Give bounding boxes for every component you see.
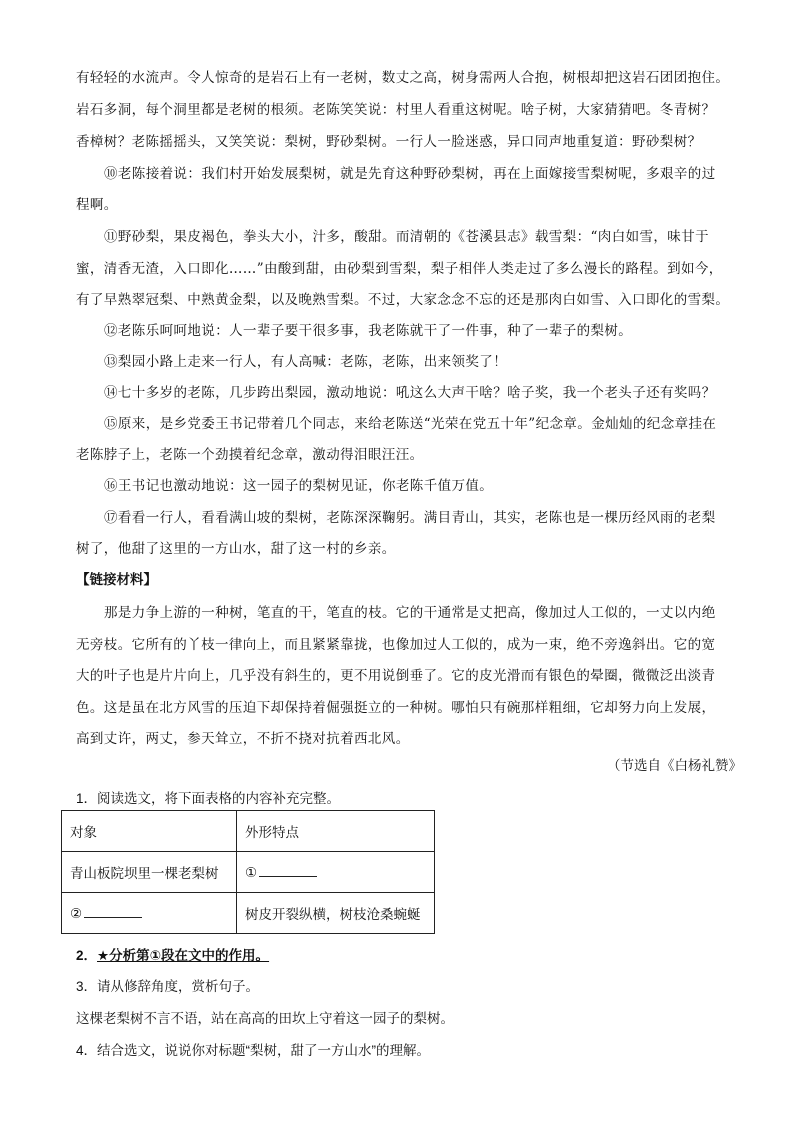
question-2-text: ★分析第①段在文中的作用。 xyxy=(97,948,270,963)
answer-table xyxy=(61,810,435,934)
passage-line-2: 岩石多洞，每个洞里都是老树的根须。老陈笑笑说：村里人看重这树呢。啥子树，大家猜猜吧。冬青树？ xyxy=(76,102,716,118)
question-3: 3．请从修辞角度，赏析句子。 xyxy=(76,979,260,994)
paragraph-17-line-2: 树了，他甜了这里的一方山水，甜了这一村的乡亲。 xyxy=(76,541,396,557)
source-citation: （节选自《白杨礼赞》 xyxy=(607,758,742,773)
fill-blank-line xyxy=(84,905,142,918)
paragraph-14: ⑭七十多岁的老陈，几步跨出梨园，激动地说：吼这么大声干啥？啥子奖，我一个老头子还有奖吗？ xyxy=(104,385,716,401)
table-header-features: 外形特点 xyxy=(237,811,435,852)
passage-line-3: 香樟树？老陈摇摇头，又笑笑说：梨树，野砂梨树。一行人一脸迷惑，异口同声地重复道：野砂梨树？ xyxy=(76,134,702,150)
table-cell-features-2: 树皮开裂纵横，树枝沧桑蜿蜒 xyxy=(237,893,435,934)
paragraph-11-line-3: 有了早熟翠冠梨、中熟黄金梨，以及晚熟雪梨。不过，大家念念不忘的还是那肉白如雪、入口即化的雪梨。 xyxy=(76,292,730,308)
table-cell-blank-1[interactable] xyxy=(237,852,435,893)
table-cell-blank-2[interactable] xyxy=(62,893,237,934)
link-line-4: 色。这是虽在北方风雪的压迫下却保持着倔强挺立的一种树。哪怕只有碗那样粗细，它却努力向上发展， xyxy=(76,700,716,716)
question-2 xyxy=(76,944,726,964)
paragraph-16: ⑯王书记也激动地说：这一园子的梨树见证，你老陈千值万值。 xyxy=(104,478,494,494)
paragraph-11-line-2: 蜜，清香无渣，入口即化……”由酸到甜，由砂梨到雪梨，梨子相伴人类走过了多么漫长的路程。到如今， xyxy=(76,261,723,277)
blank-label: ① xyxy=(245,864,258,880)
paragraph-10-line-2: 程啊。 xyxy=(76,197,118,213)
question-3-sentence: 这棵老梨树不言不语，站在高高的田坎上守着这一园子的梨树。 xyxy=(76,1011,454,1026)
link-material-heading: 【链接材料】 xyxy=(76,572,157,588)
fill-blank-line xyxy=(259,864,317,877)
question-2-number: 2． xyxy=(76,948,98,963)
table-header-object: 对象 xyxy=(62,811,237,852)
table-row xyxy=(62,852,435,893)
paragraph-17-line-1: ⑰看看一行人，看看满山坡的梨树，老陈深深鞠躬。满目青山，其实，老陈也是一棵历经风雨的老梨 xyxy=(104,510,716,526)
link-line-1: 那是力争上游的一种树，笔直的干，笔直的枝。它的干通常是丈把高，像加过人工似的，一丈以内绝 xyxy=(104,605,716,621)
paragraph-15-line-2: 老陈脖子上，老陈一个劲摸着纪念章，激动得泪眼汪汪。 xyxy=(76,447,424,463)
paragraph-10-line-1: ⑩老陈接着说：我们村开始发展梨树，就是先育这种野砂梨树，再在上面嫁接雪梨树呢，多艰辛的过 xyxy=(104,166,716,182)
table-row xyxy=(62,811,435,852)
question-4: 4．结合选文，说说你对标题“梨树，甜了一方山水”的理解。 xyxy=(76,1043,430,1058)
table-cell-object-1: 青山板院坝里一棵老梨树 xyxy=(62,852,237,893)
link-line-5: 高到丈许，两丈，参天耸立，不折不挠对抗着西北风。 xyxy=(76,731,410,747)
paragraph-11-line-1: ⑪野砂梨，果皮褐色，拳头大小，汁多，酸甜。而清朝的《苍溪县志》载雪梨：“肉白如雪，味甘于 xyxy=(104,229,709,245)
paragraph-13: ⑬梨园小路上走来一行人，有人高喊：老陈，老陈，出来领奖了！ xyxy=(104,354,508,370)
passage-line-1: 有轻轻的水流声。令人惊奇的是岩石上有一老树，数丈之高，树身需两人合抱，树根却把这岩石团团抱住。 xyxy=(76,70,730,86)
paragraph-15-line-1: ⑮原来，是乡党委王书记带着几个同志，来给老陈送“光荣在党五十年”纪念章。金灿灿的纪念章挂在 xyxy=(104,416,717,432)
table-row xyxy=(62,893,435,934)
link-line-3: 大的叶子也是片片向上，几乎没有斜生的，更不用说倒垂了。它的皮光滑而有银色的晕圈，微微泛出淡青 xyxy=(76,668,716,684)
link-line-2: 无旁枝。它所有的丫枝一律向上，而且紧紧靠拢，也像加过人工似的，成为一束，绝不旁逸斜出。它的宽 xyxy=(76,637,716,653)
paragraph-12: ⑫老陈乐呵呵地说：人一辈子要干很多事，我老陈就干了一件事，种了一辈子的梨树。 xyxy=(104,323,633,339)
question-1: 1．阅读选文，将下面表格的内容补充完整。 xyxy=(76,791,341,806)
blank-label: ② xyxy=(70,905,83,921)
